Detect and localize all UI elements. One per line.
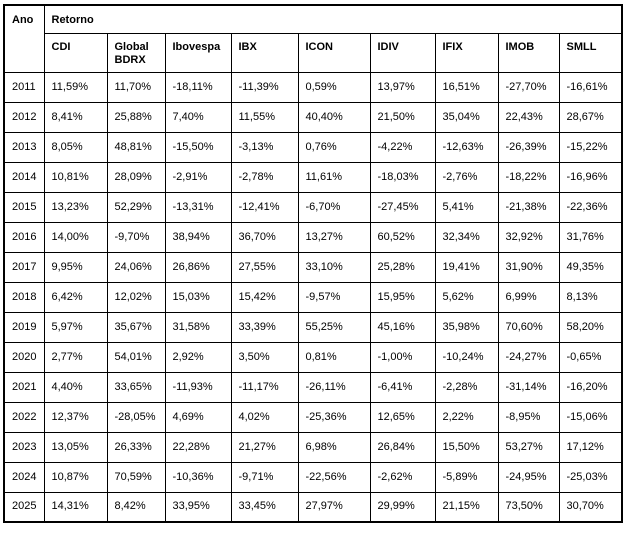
return-cell: -28,05%	[107, 402, 165, 432]
return-cell: 52,29%	[107, 192, 165, 222]
return-cell: 4,40%	[44, 372, 107, 402]
table-row	[4, 192, 622, 222]
return-cell: 25,88%	[107, 102, 165, 132]
return-cell: 5,41%	[435, 192, 498, 222]
return-cell: -8,95%	[498, 402, 559, 432]
return-cell: -2,91%	[165, 162, 231, 192]
table-row	[4, 432, 622, 462]
column-header-ifix: IFIX	[435, 33, 498, 72]
return-cell: 8,42%	[107, 492, 165, 522]
return-cell: -12,63%	[435, 132, 498, 162]
return-cell: 5,62%	[435, 282, 498, 312]
year-cell: 2022	[4, 402, 44, 432]
return-cell: 13,05%	[44, 432, 107, 462]
return-cell: 7,40%	[165, 102, 231, 132]
return-cell: -11,39%	[231, 72, 298, 102]
return-cell: 21,15%	[435, 492, 498, 522]
column-header-ibovespa: Ibovespa	[165, 33, 231, 72]
year-cell: 2021	[4, 372, 44, 402]
year-cell: 2024	[4, 462, 44, 492]
return-cell: 2,92%	[165, 342, 231, 372]
return-cell: -9,71%	[231, 462, 298, 492]
table-row	[4, 72, 622, 102]
return-cell: 21,50%	[370, 102, 435, 132]
return-cell: -2,78%	[231, 162, 298, 192]
return-cell: 14,00%	[44, 222, 107, 252]
return-cell: 31,90%	[498, 252, 559, 282]
return-cell: 29,99%	[370, 492, 435, 522]
return-cell: 26,84%	[370, 432, 435, 462]
return-cell: 33,10%	[298, 252, 370, 282]
table-row	[4, 342, 622, 372]
return-cell: 17,12%	[559, 432, 622, 462]
year-cell: 2023	[4, 432, 44, 462]
return-cell: 33,65%	[107, 372, 165, 402]
return-cell: 13,23%	[44, 192, 107, 222]
column-header-global-bdrx: Global BDRX	[107, 33, 165, 72]
return-cell: 15,50%	[435, 432, 498, 462]
year-cell: 2019	[4, 312, 44, 342]
return-cell: 22,43%	[498, 102, 559, 132]
column-header-idiv: IDIV	[370, 33, 435, 72]
header-group-row	[4, 5, 622, 33]
return-cell: 2,77%	[44, 342, 107, 372]
return-cell: 49,35%	[559, 252, 622, 282]
return-cell: 28,67%	[559, 102, 622, 132]
returns-group-header: Retorno	[44, 5, 622, 33]
return-cell: -0,65%	[559, 342, 622, 372]
return-cell: -15,06%	[559, 402, 622, 432]
return-cell: 36,70%	[231, 222, 298, 252]
return-cell: -1,00%	[370, 342, 435, 372]
return-cell: 32,92%	[498, 222, 559, 252]
return-cell: 26,33%	[107, 432, 165, 462]
return-cell: -21,38%	[498, 192, 559, 222]
return-cell: 73,50%	[498, 492, 559, 522]
column-header-ibx: IBX	[231, 33, 298, 72]
return-cell: 13,27%	[298, 222, 370, 252]
return-cell: 6,42%	[44, 282, 107, 312]
return-cell: 0,76%	[298, 132, 370, 162]
return-cell: -24,27%	[498, 342, 559, 372]
return-cell: 19,41%	[435, 252, 498, 282]
return-cell: -9,70%	[107, 222, 165, 252]
return-cell: -27,70%	[498, 72, 559, 102]
return-cell: 33,39%	[231, 312, 298, 342]
table-row	[4, 462, 622, 492]
return-cell: 12,65%	[370, 402, 435, 432]
return-cell: 3,50%	[231, 342, 298, 372]
return-cell: 21,27%	[231, 432, 298, 462]
return-cell: 40,40%	[298, 102, 370, 132]
return-cell: 8,13%	[559, 282, 622, 312]
return-cell: 53,27%	[498, 432, 559, 462]
year-column-header: Ano	[4, 5, 44, 72]
returns-table	[3, 4, 623, 523]
return-cell: 55,25%	[298, 312, 370, 342]
return-cell: 6,98%	[298, 432, 370, 462]
table-row	[4, 312, 622, 342]
return-cell: 45,16%	[370, 312, 435, 342]
return-cell: -25,03%	[559, 462, 622, 492]
return-cell: -15,22%	[559, 132, 622, 162]
table-row	[4, 102, 622, 132]
return-cell: 0,81%	[298, 342, 370, 372]
return-cell: 48,81%	[107, 132, 165, 162]
return-cell: 15,03%	[165, 282, 231, 312]
return-cell: -18,22%	[498, 162, 559, 192]
return-cell: -18,03%	[370, 162, 435, 192]
return-cell: -18,11%	[165, 72, 231, 102]
year-cell: 2017	[4, 252, 44, 282]
return-cell: -12,41%	[231, 192, 298, 222]
table-row	[4, 132, 622, 162]
return-cell: -2,62%	[370, 462, 435, 492]
year-cell: 2016	[4, 222, 44, 252]
return-cell: 70,60%	[498, 312, 559, 342]
return-cell: -9,57%	[298, 282, 370, 312]
year-cell: 2020	[4, 342, 44, 372]
return-cell: -13,31%	[165, 192, 231, 222]
year-cell: 2012	[4, 102, 44, 132]
return-cell: 22,28%	[165, 432, 231, 462]
return-cell: 4,69%	[165, 402, 231, 432]
return-cell: -3,13%	[231, 132, 298, 162]
year-cell: 2014	[4, 162, 44, 192]
return-cell: 38,94%	[165, 222, 231, 252]
return-cell: -16,61%	[559, 72, 622, 102]
return-cell: 15,95%	[370, 282, 435, 312]
table-row	[4, 252, 622, 282]
return-cell: -27,45%	[370, 192, 435, 222]
return-cell: -16,96%	[559, 162, 622, 192]
return-cell: 27,55%	[231, 252, 298, 282]
return-cell: 33,45%	[231, 492, 298, 522]
return-cell: -6,41%	[370, 372, 435, 402]
column-header-cdi: CDI	[44, 33, 107, 72]
return-cell: -10,36%	[165, 462, 231, 492]
return-cell: 10,87%	[44, 462, 107, 492]
return-cell: -2,28%	[435, 372, 498, 402]
return-cell: 31,76%	[559, 222, 622, 252]
table-row	[4, 402, 622, 432]
return-cell: -5,89%	[435, 462, 498, 492]
return-cell: 10,81%	[44, 162, 107, 192]
table-row	[4, 222, 622, 252]
return-cell: -26,39%	[498, 132, 559, 162]
table-row	[4, 372, 622, 402]
year-cell: 2025	[4, 492, 44, 522]
column-header-smll: SMLL	[559, 33, 622, 72]
return-cell: -16,20%	[559, 372, 622, 402]
return-cell: 28,09%	[107, 162, 165, 192]
table-row	[4, 162, 622, 192]
table-row	[4, 492, 622, 522]
return-cell: -10,24%	[435, 342, 498, 372]
return-cell: -22,56%	[298, 462, 370, 492]
return-cell: 2,22%	[435, 402, 498, 432]
return-cell: 33,95%	[165, 492, 231, 522]
return-cell: 12,02%	[107, 282, 165, 312]
return-cell: -25,36%	[298, 402, 370, 432]
year-cell: 2015	[4, 192, 44, 222]
return-cell: 12,37%	[44, 402, 107, 432]
return-cell: 5,97%	[44, 312, 107, 342]
return-cell: 24,06%	[107, 252, 165, 282]
table-container	[3, 4, 623, 523]
table-header	[4, 5, 622, 72]
return-cell: -11,93%	[165, 372, 231, 402]
return-cell: 11,61%	[298, 162, 370, 192]
return-cell: -11,17%	[231, 372, 298, 402]
return-cell: 35,67%	[107, 312, 165, 342]
return-cell: 35,98%	[435, 312, 498, 342]
column-header-imob: IMOB	[498, 33, 559, 72]
return-cell: -31,14%	[498, 372, 559, 402]
return-cell: 35,04%	[435, 102, 498, 132]
year-cell: 2013	[4, 132, 44, 162]
return-cell: 13,97%	[370, 72, 435, 102]
return-cell: 58,20%	[559, 312, 622, 342]
return-cell: 16,51%	[435, 72, 498, 102]
return-cell: 4,02%	[231, 402, 298, 432]
return-cell: 9,95%	[44, 252, 107, 282]
return-cell: -2,76%	[435, 162, 498, 192]
return-cell: -22,36%	[559, 192, 622, 222]
table-row	[4, 282, 622, 312]
year-cell: 2018	[4, 282, 44, 312]
return-cell: 11,59%	[44, 72, 107, 102]
return-cell: -26,11%	[298, 372, 370, 402]
return-cell: -24,95%	[498, 462, 559, 492]
return-cell: -6,70%	[298, 192, 370, 222]
return-cell: 11,55%	[231, 102, 298, 132]
return-cell: 15,42%	[231, 282, 298, 312]
return-cell: 30,70%	[559, 492, 622, 522]
year-cell: 2011	[4, 72, 44, 102]
return-cell: 25,28%	[370, 252, 435, 282]
return-cell: 27,97%	[298, 492, 370, 522]
return-cell: 70,59%	[107, 462, 165, 492]
return-cell: 14,31%	[44, 492, 107, 522]
header-columns-row	[4, 33, 622, 72]
return-cell: 8,41%	[44, 102, 107, 132]
return-cell: 32,34%	[435, 222, 498, 252]
table-body	[4, 72, 622, 522]
return-cell: -4,22%	[370, 132, 435, 162]
return-cell: 0,59%	[298, 72, 370, 102]
return-cell: 26,86%	[165, 252, 231, 282]
return-cell: 8,05%	[44, 132, 107, 162]
return-cell: 11,70%	[107, 72, 165, 102]
column-header-icon: ICON	[298, 33, 370, 72]
return-cell: -15,50%	[165, 132, 231, 162]
return-cell: 6,99%	[498, 282, 559, 312]
return-cell: 60,52%	[370, 222, 435, 252]
return-cell: 54,01%	[107, 342, 165, 372]
return-cell: 31,58%	[165, 312, 231, 342]
